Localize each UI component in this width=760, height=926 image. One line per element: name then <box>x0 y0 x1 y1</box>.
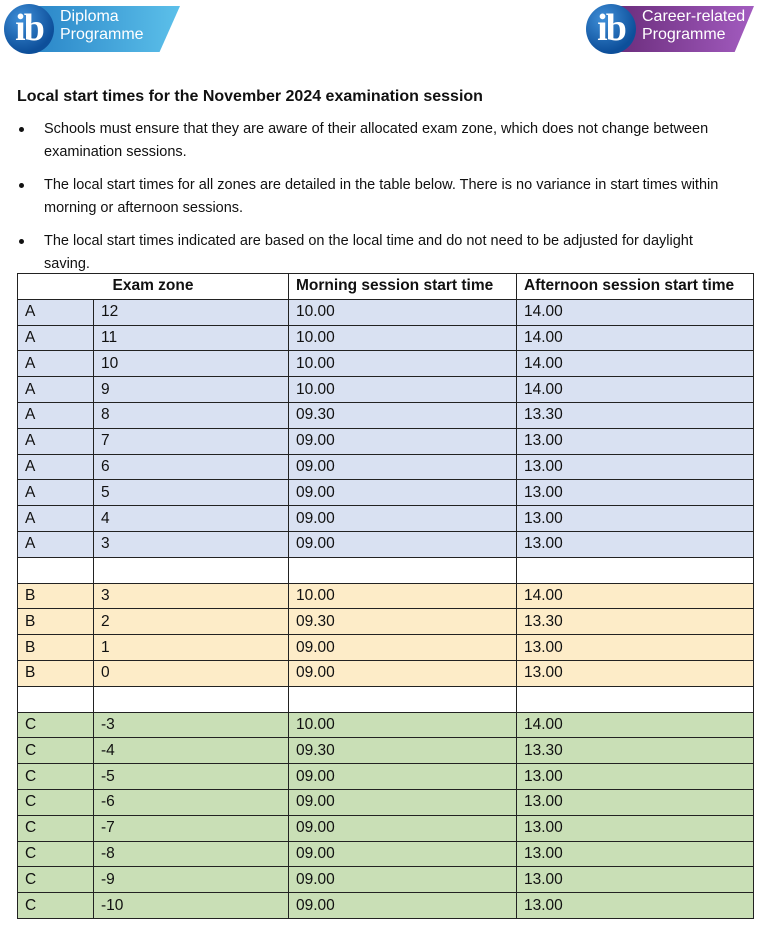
table-row <box>18 325 754 351</box>
cell-zone <box>94 557 289 583</box>
cell-afternoon: 14.00 <box>517 712 754 738</box>
cell-afternoon: 13.00 <box>517 531 754 557</box>
table-header-row <box>18 274 754 300</box>
cell-group: A <box>18 480 94 506</box>
cell-zone: 6 <box>94 454 289 480</box>
cell-zone: 9 <box>94 377 289 403</box>
cell-afternoon: 13.00 <box>517 428 754 454</box>
cell-group: A <box>18 299 94 325</box>
cell-group: A <box>18 428 94 454</box>
cell-morning: 09.00 <box>289 764 517 790</box>
cell-zone <box>94 686 289 712</box>
cell-morning: 09.00 <box>289 660 517 686</box>
career-related-programme-logo <box>586 2 754 54</box>
logo-label <box>642 8 745 44</box>
cell-zone: 3 <box>94 583 289 609</box>
cell-group: C <box>18 764 94 790</box>
cell-zone: 7 <box>94 428 289 454</box>
cell-morning: 09.00 <box>289 789 517 815</box>
logo-line-1: Career-related <box>642 8 746 25</box>
cell-group: C <box>18 815 94 841</box>
cell-afternoon: 14.00 <box>517 325 754 351</box>
bullet-item <box>17 230 760 276</box>
cell-group: C <box>18 893 94 919</box>
cell-afternoon: 13.00 <box>517 660 754 686</box>
cell-group: A <box>18 506 94 532</box>
bullet-line: saving. <box>44 256 90 272</box>
cell-afternoon: 14.00 <box>517 377 754 403</box>
table-row <box>18 841 754 867</box>
bullet-line: examination sessions. <box>44 144 187 160</box>
cell-afternoon: 14.00 <box>517 299 754 325</box>
bullet-list <box>17 118 760 286</box>
cell-group: A <box>18 351 94 377</box>
cell-zone: 10 <box>94 351 289 377</box>
cell-group: C <box>18 789 94 815</box>
cell-group: C <box>18 841 94 867</box>
cell-zone: -8 <box>94 841 289 867</box>
cell-group: B <box>18 660 94 686</box>
cell-group: C <box>18 867 94 893</box>
cell-group: A <box>18 402 94 428</box>
table-row <box>18 480 754 506</box>
cell-afternoon: 14.00 <box>517 351 754 377</box>
cell-afternoon: 13.00 <box>517 635 754 661</box>
table-row <box>18 609 754 635</box>
logo-line-2: Programme <box>60 26 144 43</box>
document-title: Local start times for the November 2024 examination session <box>17 88 483 105</box>
cell-morning: 10.00 <box>289 377 517 403</box>
table-row <box>18 454 754 480</box>
cell-zone: 0 <box>94 660 289 686</box>
cell-afternoon: 14.00 <box>517 583 754 609</box>
table-row <box>18 893 754 919</box>
cell-morning: 09.00 <box>289 531 517 557</box>
table-row <box>18 299 754 325</box>
cell-zone: -7 <box>94 815 289 841</box>
header-afternoon: Afternoon session start time <box>517 274 754 300</box>
cell-group: A <box>18 531 94 557</box>
cell-morning: 09.00 <box>289 635 517 661</box>
table-row <box>18 738 754 764</box>
cell-afternoon: 13.00 <box>517 789 754 815</box>
ib-mark: ib <box>597 7 625 49</box>
table-row <box>18 815 754 841</box>
cell-morning: 09.30 <box>289 609 517 635</box>
table-spacer-row <box>18 686 754 712</box>
cell-morning: 09.00 <box>289 893 517 919</box>
bullet-line: The local start times for all zones are detailed in the table below. There is no variance in start times within <box>44 177 719 193</box>
table-row <box>18 789 754 815</box>
cell-afternoon: 13.00 <box>517 867 754 893</box>
bullet-line: morning or afternoon sessions. <box>44 200 244 216</box>
table-body <box>18 299 754 918</box>
cell-group <box>18 686 94 712</box>
cell-zone: 2 <box>94 609 289 635</box>
cell-morning: 09.30 <box>289 738 517 764</box>
cell-afternoon <box>517 557 754 583</box>
logo-label <box>60 8 144 44</box>
cell-afternoon: 13.30 <box>517 609 754 635</box>
bullet-line: Schools must ensure that they are aware of their allocated exam zone, which does not change between <box>44 121 709 137</box>
cell-morning <box>289 686 517 712</box>
table-row <box>18 660 754 686</box>
cell-zone: 5 <box>94 480 289 506</box>
cell-zone: 1 <box>94 635 289 661</box>
cell-morning: 09.00 <box>289 454 517 480</box>
cell-morning: 09.00 <box>289 428 517 454</box>
cell-morning: 09.00 <box>289 506 517 532</box>
table-row <box>18 402 754 428</box>
bullet-item <box>17 174 760 220</box>
table-row <box>18 428 754 454</box>
cell-afternoon: 13.00 <box>517 841 754 867</box>
cell-morning: 09.00 <box>289 867 517 893</box>
bullet-item <box>17 118 760 164</box>
cell-morning: 09.00 <box>289 841 517 867</box>
cell-zone: 11 <box>94 325 289 351</box>
table-row <box>18 635 754 661</box>
cell-afternoon <box>517 686 754 712</box>
exam-zone-table <box>17 273 754 919</box>
diploma-programme-logo <box>4 2 180 54</box>
table-row <box>18 583 754 609</box>
cell-zone: -5 <box>94 764 289 790</box>
table-row <box>18 377 754 403</box>
cell-zone: 4 <box>94 506 289 532</box>
table-row <box>18 764 754 790</box>
ib-mark: ib <box>15 7 43 49</box>
cell-afternoon: 13.00 <box>517 893 754 919</box>
cell-group: B <box>18 635 94 661</box>
logo-line-1: Diploma <box>60 8 119 25</box>
header-morning: Morning session start time <box>289 274 517 300</box>
cell-zone: 12 <box>94 299 289 325</box>
cell-morning <box>289 557 517 583</box>
cell-afternoon: 13.00 <box>517 815 754 841</box>
cell-afternoon: 13.00 <box>517 454 754 480</box>
table-row <box>18 712 754 738</box>
cell-zone: 3 <box>94 531 289 557</box>
cell-group <box>18 557 94 583</box>
cell-morning: 10.00 <box>289 351 517 377</box>
cell-afternoon: 13.30 <box>517 402 754 428</box>
cell-morning: 09.30 <box>289 402 517 428</box>
cell-zone: -3 <box>94 712 289 738</box>
cell-afternoon: 13.00 <box>517 764 754 790</box>
cell-morning: 10.00 <box>289 712 517 738</box>
cell-group: C <box>18 738 94 764</box>
logo-line-2: Programme <box>642 26 726 43</box>
cell-group: B <box>18 609 94 635</box>
cell-zone: -4 <box>94 738 289 764</box>
table-spacer-row <box>18 557 754 583</box>
cell-group: B <box>18 583 94 609</box>
cell-morning: 10.00 <box>289 299 517 325</box>
cell-afternoon: 13.30 <box>517 738 754 764</box>
cell-morning: 09.00 <box>289 480 517 506</box>
cell-afternoon: 13.00 <box>517 506 754 532</box>
bullet-line: The local start times indicated are based on the local time and do not need to be adjusted for daylight <box>44 233 693 249</box>
cell-afternoon: 13.00 <box>517 480 754 506</box>
cell-group: A <box>18 454 94 480</box>
cell-morning: 10.00 <box>289 583 517 609</box>
cell-zone: -6 <box>94 789 289 815</box>
table-row <box>18 531 754 557</box>
cell-morning: 09.00 <box>289 815 517 841</box>
table-row <box>18 506 754 532</box>
cell-zone: -10 <box>94 893 289 919</box>
cell-group: A <box>18 325 94 351</box>
cell-zone: 8 <box>94 402 289 428</box>
cell-group: C <box>18 712 94 738</box>
cell-group: A <box>18 377 94 403</box>
table-row <box>18 351 754 377</box>
cell-morning: 10.00 <box>289 325 517 351</box>
header-exam-zone: Exam zone <box>18 274 289 300</box>
cell-zone: -9 <box>94 867 289 893</box>
table-row <box>18 867 754 893</box>
